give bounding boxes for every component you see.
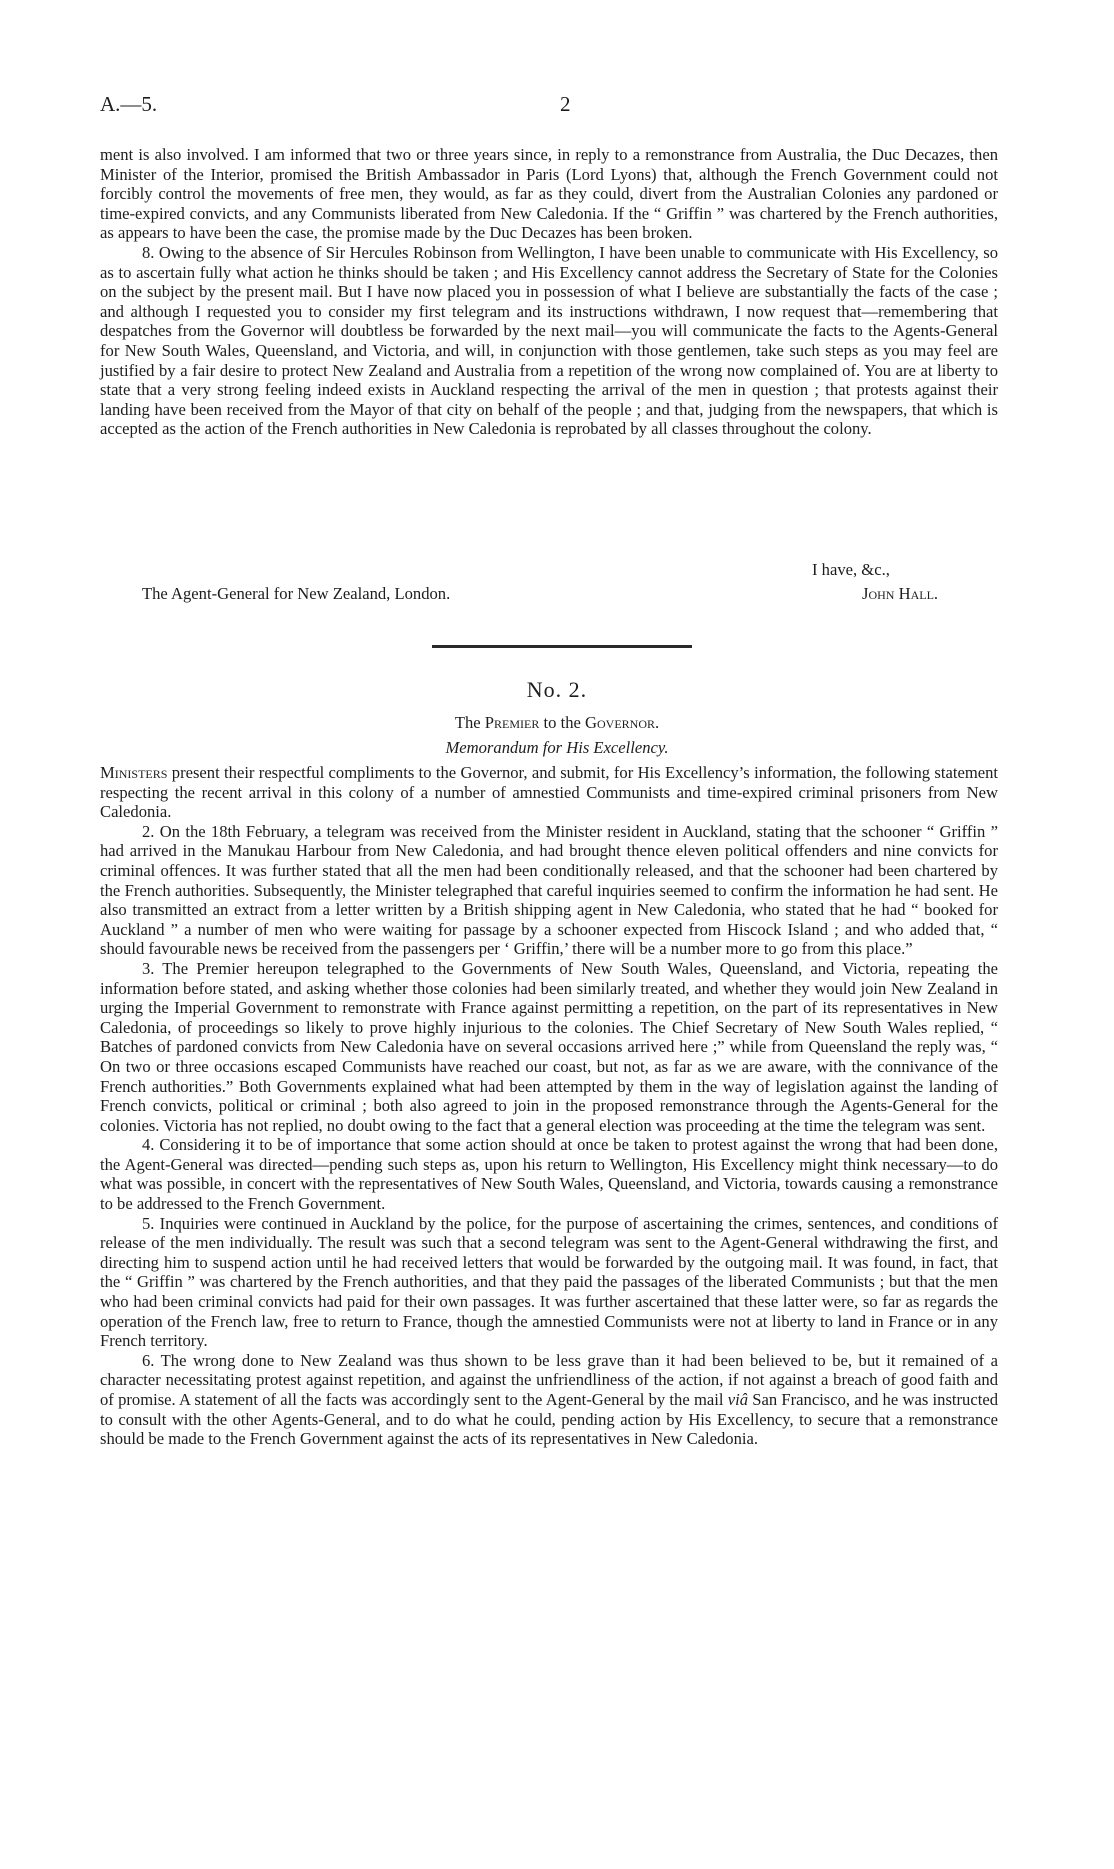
memo-paragraph-6-part-b: San Francisco, and he was instructed to consult with the other Agents-General, and to do what he could, pending action by His Excellency, to secure that a remonstrance should be made to the French Government against the acts of its representatives in New Caledonia. (100, 1390, 998, 1449)
memo-intro-lead: Ministers (100, 763, 168, 782)
signature: John Hall. (862, 584, 939, 603)
memo-paragraph-2: 2. On the 18th February, a telegram was received from the Minister resident in Auckland, stating that the schooner “ Griffin ” had arrived in the Manukau Harbour from New Caledonia, and had brought thence eleven political offenders and nine convicts for criminal offences. It was further stated that all the men had been conditionally released, and that the schooner had been chartered by the French authorities. Subsequently, the Minister telegraphed that careful inquiries seemed to confirm the information he had sent. He also transmitted an extract from a letter written by a British shipping agent in New Caledonia, who stated that he had “ booked for Auckland ” a number of men who were waiting for passage by a schooner expected from Hiscock Island ; and who added that, “ should favourable news be received from the passengers per ‘ Griffin,’ there will be a number more to go from this place.” (100, 821, 998, 959)
memo-intro-paragraph (100, 763, 998, 822)
closing-salutation: I have, &c., (812, 560, 890, 579)
memorandum-body (100, 763, 998, 1449)
section-subheading (0, 713, 1114, 733)
document-reference: A.—5. (100, 92, 158, 116)
memorandum-title: Memorandum for His Excellency. (445, 738, 669, 757)
subheading-to-word: to the (543, 713, 581, 732)
subheading-to: Governor. (585, 713, 660, 732)
subheading-the: The (454, 713, 481, 732)
letter-paragraph-8: 8. Owing to the absence of Sir Hercules Robinson from Wellington, I have been unable to communicate with His Excellency, so as to ascertain fully what action he thinks should be taken ; and His Excellency cannot address the Secretary of State for the Colonies on the subject by the present mail. But I have now placed you in possession of what I believe are substantially the facts of the case ; and although I requested you to consider my first telegram and its instructions withdrawn, I now request that—remembering that despatches from the Governor will doubtless be forwarded by the next mail—you will communicate the facts to the Agents-General for New South Wales, Queensland, and Victoria, and will, in conjunction with those gentlemen, take such steps as you may feel are justified by a fair desire to protect New Zealand and Australia from a repetition of the wrong now complained of. You are at liberty to state that a very strong feeling indeed exists in Auckland respecting the arrival of the men in question ; that protests against their landing have been received from the Mayor of that city on behalf of the people ; and that, judging from the newspapers, that which is accepted as the action of the French authorities in New Caledonia is reprobated by all classes throughout the colony. (100, 242, 998, 439)
memo-paragraph-6-via: viâ (727, 1390, 748, 1409)
letter-paragraph-continued: ment is also involved. I am informed that two or three years since, in reply to a remonstrance from Australia, the Duc Decazes, then Minister of the Interior, promised the British Ambassador in Paris (Lord Lyons) that, although the French Government could not forcibly control the movements of free men, they would, as far as they could, divert from the Australian Colonies any pardoned or time-expired convicts, and any Communists liberated from New Caledonia. If the “ Griffin ” was chartered by the French authorities, as appears to have been the case, the promise made by the Duc Decazes has been broken. (100, 145, 998, 243)
memo-intro-text: present their respectful compliments to the Governor, and submit, for His Excellency’s information, the following statement respecting the recent arrival in this colony of a number of amnestied Communists and time-expired criminal prisoners from New Caledonia. (100, 763, 998, 822)
page-number: 2 (560, 92, 571, 116)
memo-paragraph-5: 5. Inquiries were continued in Auckland by the police, for the purpose of ascertaining the crimes, sentences, and conditions of release of the men individually. The result was such that a second telegram was sent to the Agent-General withdrawing the first, and directing him to suspend action until he had received letters that would be forwarded by the outgoing mail. It was found, in fact, that the “ Griffin ” was chartered by the French authorities, and that they paid the passages of the liberated Communists ; but that the men who had been criminal convicts had paid for their own passages. It was further ascertained that these latter were, so far as regards the operation of the French law, free to return to France, though the amnestied Communists were not at liberty to land in France or in any French territory. (100, 1213, 998, 1351)
addressee: The Agent-General for New Zealand, London. (142, 584, 451, 603)
memo-paragraph-6-part-a: 6. The wrong done to New Zealand was thus shown to be less grave than it had been believed to be, but it remained of a character necessitating protest against repetition, and against the unfriendliness of the action, if not against a breach of good faith and of promise. A statement of all the facts was accordingly sent to the Agent-General by the mail (100, 1350, 998, 1409)
section-divider (432, 645, 692, 648)
section-heading: No. 2. (526, 677, 588, 702)
subheading-from: Premier (484, 713, 540, 732)
letter-body (100, 145, 998, 439)
memo-paragraph-4: 4. Considering it to be of importance that some action should at once be taken to protest against the wrong that had been done, the Agent-General was directed—pending such steps as, upon his return to Wellington, His Excellency might think necessary—to do what was possible, in concert with the representatives of New South Wales, Queensland, and Victoria, towards causing a remonstrance to be addressed to the French Government. (100, 1135, 998, 1214)
memo-paragraph-6 (100, 1351, 998, 1449)
memo-paragraph-3: 3. The Premier hereupon telegraphed to the Governments of New South Wales, Queensland, and Victoria, repeating the information before stated, and asking whether those colonies had been similarly treated, and whether they would join New Zealand in urging the Imperial Government to remonstrate with France against permitting a repetition, on the part of its representatives in New Caledonia, of proceedings so likely to prove highly injurious to the colonies. The Chief Secretary of New South Wales replied, “ Batches of pardoned convicts from New Caledonia have on several occasions arrived here ;” while from Queensland the reply was, “ On two or three occasions escaped Communists have reached our coast, but not, as far as we are aware, with the connivance of the French authorities.” Both Governments explained what had been attempted by them in the way of legislation against the landing of French convicts, political or criminal ; both also agreed to join in the proposed remonstrance through the Agents-General for the colonies. Victoria has not replied, no doubt owing to the fact that a general election was proceeding at the time the telegram was sent. (100, 958, 998, 1135)
